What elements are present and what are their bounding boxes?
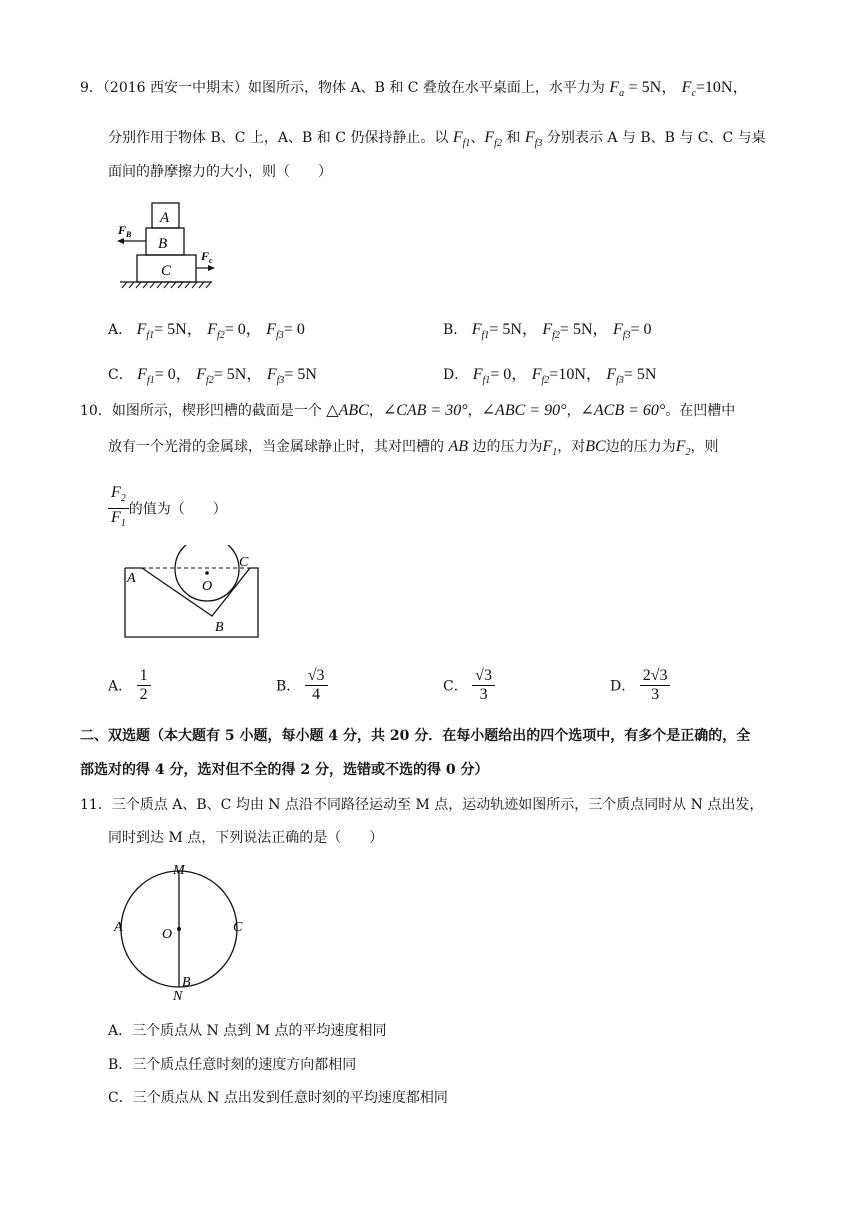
q10-option-b[interactable]: B． $\frac{√3}{4}$ [276, 667, 328, 704]
q9-text: 如图所示，物体 A、B 和 C 叠放在水平桌面上，水平力为 [248, 80, 605, 96]
q11-figure-circle [112, 860, 252, 1002]
angle-acb: ∠ACB = 60° [580, 402, 666, 419]
ff1-symbol: $F_{f1}$ [452, 129, 471, 150]
svg-text:A: A [114, 920, 123, 935]
q9-source: （2016 西安一中期末） [102, 80, 249, 96]
ff2-symbol: $F_{f2}$ [484, 129, 502, 150]
label-c: C [161, 263, 172, 279]
q10-option-d[interactable]: D． $\frac{2√3}{3}$ [610, 667, 670, 704]
angle-cab: ∠CAB = 30° [382, 402, 468, 419]
q9-line2: 分别作用于物体 B、C 上，A、B 和 C 仍保持静止。以 $F_{f1}$、$F_{f2}$ 和 $F_{f3}$ 分别表示 A 与 B、B 与 C、C 与桌 [108, 129, 766, 150]
svg-text:O: O [202, 579, 213, 594]
label-a: A [160, 210, 170, 226]
wedge-abc [142, 568, 250, 616]
label-fc: $F_c$ [201, 249, 213, 265]
q9-option-b[interactable]: B． $F_{f1}= 5N$， $F_{f2}= 5N$， $F_{f3}= 0$ [443, 321, 652, 342]
q11-line2: 同时到达 M 点，下列说法正确的是（ ） [108, 830, 384, 846]
label-fb: $F_B$ [118, 223, 132, 239]
side-ab: AB [448, 438, 468, 455]
q9-figure-blocks [112, 198, 216, 294]
label-b: B [158, 236, 168, 252]
section2-heading-line2: 部选对的得 4 分，选对但不全的得 2 分，选错或不选的得 0 分） [80, 762, 489, 778]
q9-line3: 面间的静摩擦力的大小，则（ ） [108, 164, 332, 180]
q9-text2b: 分别表示 A 与 B、B 与 C、C 与桌 [546, 130, 766, 146]
ff3-symbol: $F_{f3}$ [524, 129, 543, 150]
q11-number: 11． [80, 797, 112, 813]
fa-value: = 5N， [628, 79, 678, 96]
f2-over-f1: $\frac{F_2}{F_1}$ [108, 484, 129, 533]
fc-arrowhead [208, 265, 215, 271]
svg-text:C: C [239, 555, 249, 570]
side-bc: BC [585, 438, 606, 455]
angle-abc: ∠ABC = 90° [481, 402, 567, 419]
q11-option-c[interactable]: C．三个质点从 N 点出发到任意时刻的平均速度都相同 [108, 1090, 448, 1106]
svg-text:C: C [233, 920, 243, 935]
center-o [205, 571, 209, 575]
ground-hatching [122, 282, 211, 288]
svg-text:M: M [173, 863, 185, 878]
q10-line2: 放有一个光滑的金属球，当金属球静止时，其对凹槽的 AB 边的压力为$F_1$，对BC边的压力为$F_2$，则 [108, 438, 719, 459]
q10-figure-groove [112, 545, 262, 645]
q10-option-a[interactable]: A． $\frac{1}{2}$ [108, 667, 151, 704]
q11-line1: 11．三个质点 A、B、C 均由 N 点沿不同路径运动至 M 点，运动轨迹如图所示，三个质点同时从 N 点出发， [80, 797, 764, 813]
svg-text:N: N [173, 989, 183, 1002]
q10-line3: $\frac{F_2}{F_1}$ 的值为（ ） [108, 484, 227, 533]
svg-text:O: O [162, 927, 173, 942]
q11-option-b[interactable]: B．三个质点任意时刻的速度方向都相同 [108, 1057, 357, 1073]
center-o [177, 927, 181, 931]
q9-text2: 分别作用于物体 B、C 上，A、B 和 C 仍保持静止。以 [108, 130, 449, 146]
q10-line1: 10．如图所示，楔形凹槽的截面是一个 △ABC，∠CAB = 30°，∠ABC = 90°，∠ACB = 60°。在凹槽中 [80, 402, 736, 419]
svg-text:B: B [182, 975, 191, 990]
q9-option-a[interactable]: A． $F_{f1}= 5N$， $F_{f2}= 0$， $F_{f3}= 0$ [108, 321, 305, 342]
force-fc: $F_c$ [681, 79, 696, 100]
svg-text:B: B [215, 620, 224, 635]
q9-line1 [80, 78, 749, 104]
q10-number: 10． [80, 403, 112, 419]
q9-option-d[interactable]: D． $F_{f1}= 0$， $F_{f2}=10N$， $F_{f3}= 5N$ [443, 366, 657, 387]
fc-value: =10N， [695, 79, 749, 96]
section2-heading-line1: 二、双选题（本大题有 5 小题，每小题 4 分，共 20 分．在每小题给出的四个选项中，有多个是正确的，全 [80, 728, 751, 744]
fb-arrowhead [117, 238, 124, 244]
svg-text:A: A [127, 571, 136, 586]
triangle-abc: △ABC [326, 402, 369, 419]
q9-option-c[interactable]: C． $F_{f1}= 0$， $F_{f2}= 5N$， $F_{f3}= 5N$ [108, 366, 317, 387]
q10-option-c[interactable]: C． $\frac{√3}{3}$ [443, 667, 495, 704]
force-fa: $F_a$ [609, 79, 625, 100]
q11-option-a[interactable]: A．三个质点从 N 点到 M 点的平均速度相同 [108, 1023, 387, 1039]
q9-number: 9． [80, 80, 103, 96]
